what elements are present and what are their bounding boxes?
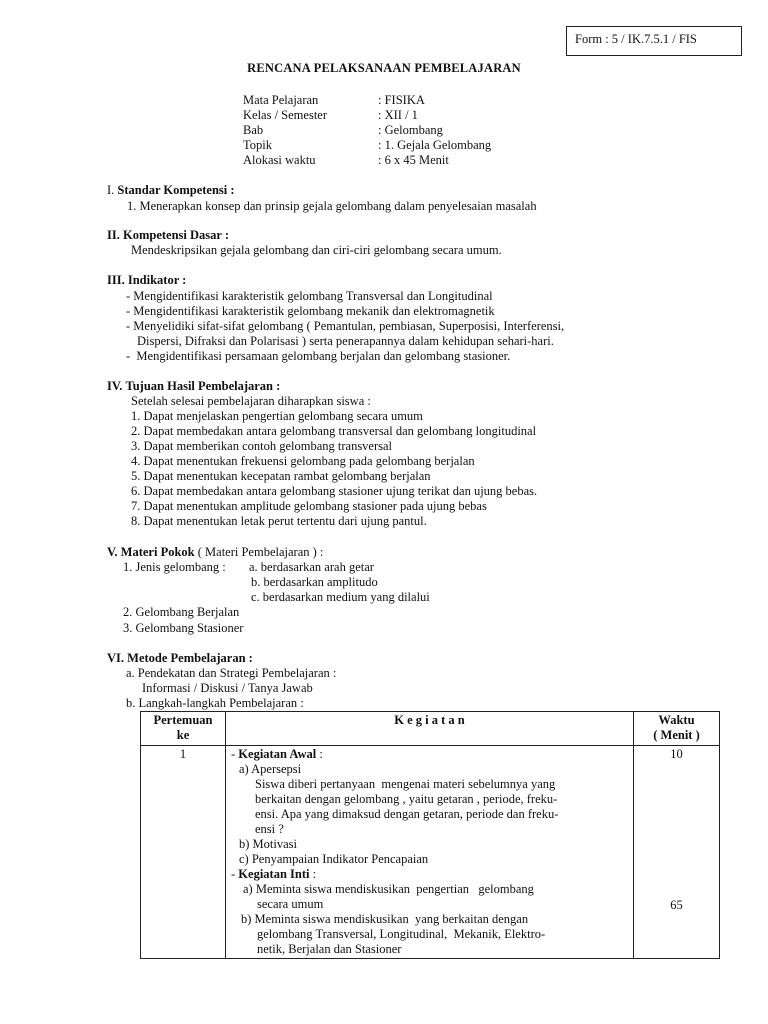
- list-item: 1. Dapat menjelaskan pengertian gelombang secara umum: [131, 409, 423, 423]
- list-item: b. Langkah-langkah Pembelajaran :: [126, 696, 304, 710]
- section-text: Mendeskripsikan gejala gelombang dan ciri-ciri gelombang secara umum.: [131, 243, 502, 257]
- activity-table: [140, 711, 720, 959]
- activity-line: gelombang Transversal, Longitudinal, Mekanik, Elektro-: [257, 927, 546, 941]
- time-inti: 65: [670, 898, 683, 912]
- section-heading: [107, 651, 253, 666]
- header-text: ke: [176, 728, 190, 742]
- list-item: - Mengidentifikasi persamaan gelombang berjalan dan gelombang stasioner.: [126, 349, 511, 363]
- list-item: - Mengidentifikasi karakteristik gelombang mekanik dan elektromagnetik: [126, 304, 495, 318]
- section-number: V.: [107, 545, 118, 559]
- section-number: IV.: [107, 379, 123, 393]
- section-title-rest: ( Materi Pembelajaran ) :: [197, 545, 324, 559]
- meta-label: Kelas / Semester: [243, 108, 328, 122]
- activity-phase-title: Kegiatan Awal: [238, 747, 317, 761]
- activity-phase-title: Kegiatan Inti: [238, 867, 310, 881]
- activity-line: [231, 747, 629, 762]
- activity-line: a) Meminta siswa mendiskusikan pengertian gelombang: [243, 882, 534, 896]
- list-item: 5. Dapat menentukan kecepatan rambat gelombang berjalan: [131, 469, 431, 483]
- section-title: Indikator :: [127, 273, 187, 287]
- list-item: 1. Jenis gelombang :: [123, 560, 226, 574]
- section-number: I.: [107, 183, 115, 197]
- activity-line: b) Motivasi: [239, 837, 297, 851]
- meta-label: Topik: [243, 138, 272, 152]
- header-pertemuan: [141, 712, 226, 746]
- meta-label: Alokasi waktu: [243, 153, 316, 167]
- section-title: Tujuan Hasil Pembelajaran :: [125, 379, 281, 393]
- list-item: a. Pendekatan dan Strategi Pembelajaran :: [126, 666, 337, 680]
- list-item: Dispersi, Difraksi dan Polarisasi ) serta penerapannya dalam kehidupan sehari-hari.: [137, 334, 554, 348]
- section-heading: [107, 379, 280, 394]
- activity-line: ensi ?: [255, 822, 284, 836]
- section-number: VI.: [107, 651, 125, 665]
- activity-line: secara umum: [257, 897, 324, 911]
- meta-value: : 1. Gejala Gelombang: [378, 138, 492, 152]
- meta-label: Mata Pelajaran: [243, 93, 319, 107]
- list-item: 6. Dapat membedakan antara gelombang stasioner ujung terikat dan ujung bebas.: [131, 484, 538, 498]
- meta-label: Bab: [243, 123, 264, 137]
- list-item: 3. Gelombang Stasioner: [123, 621, 244, 635]
- section-title: Standar Kompetensi :: [117, 183, 235, 197]
- sub-item: c. berdasarkan medium yang dilalui: [251, 590, 430, 604]
- activity-line: ensi. Apa yang dimaksud dengan getaran, periode dan freku-: [255, 807, 559, 821]
- form-code-box: [566, 26, 742, 56]
- page-title: RENCANA PELAKSANAAN PEMBELAJARAN: [247, 61, 521, 75]
- activity-line: c) Penyampaian Indikator Pencapaian: [239, 852, 429, 866]
- sub-item: b. berdasarkan amplitudo: [251, 575, 378, 589]
- list-item: 7. Dapat menentukan amplitude gelombang stasioner pada ujung bebas: [131, 499, 487, 513]
- section-heading: [107, 273, 186, 288]
- activity-bullet: -: [231, 867, 239, 881]
- section-heading: [107, 545, 323, 560]
- activity-cell: [226, 746, 634, 959]
- meta-value: : 6 x 45 Menit: [378, 153, 449, 167]
- section-heading: [107, 228, 229, 243]
- section-intro: Setelah selesai pembelajaran diharapkan siswa :: [131, 394, 371, 408]
- activity-phase-colon: :: [316, 747, 323, 761]
- meeting-number: [141, 746, 226, 959]
- section-title: Materi Pokok: [120, 545, 195, 559]
- section-number: III.: [107, 273, 125, 287]
- meta-value: : FISIKA: [378, 93, 425, 107]
- activity-line: b) Meminta siswa mendiskusikan yang berkaitan dengan: [241, 912, 529, 926]
- sub-item: Informasi / Diskusi / Tanya Jawab: [142, 681, 313, 695]
- list-item: - Mengidentifikasi karakteristik gelombang Transversal dan Longitudinal: [126, 289, 493, 303]
- time-cell: [634, 746, 720, 959]
- header-text: Pertemuan: [153, 713, 213, 727]
- list-item: 4. Dapat menentukan frekuensi gelombang pada gelombang berjalan: [131, 454, 475, 468]
- meta-value: : Gelombang: [378, 123, 443, 137]
- meeting-number-text: 1: [179, 747, 187, 761]
- list-item: 3. Dapat memberikan contoh gelombang transversal: [131, 439, 393, 453]
- header-waktu: [634, 712, 720, 746]
- activity-line: Siswa diberi pertanyaan mengenai materi sebelumnya yang: [255, 777, 556, 791]
- table-row: [141, 746, 720, 959]
- list-item: 2. Dapat membedakan antara gelombang transversal dan gelombang longitudinal: [131, 424, 537, 438]
- form-code: Form : 5 / IK.7.5.1 / FIS: [575, 32, 697, 46]
- section-title: Kompetensi Dasar :: [122, 228, 229, 242]
- list-item: 1. Menerapkan konsep dan prinsip gejala gelombang dalam penyelesaian masalah: [127, 199, 537, 213]
- activity-line: netik, Berjalan dan Stasioner: [257, 942, 402, 956]
- list-item: 8. Dapat menentukan letak perut tertentu dari ujung pantul.: [131, 514, 427, 528]
- header-text: Waktu: [658, 713, 695, 727]
- section-number: II.: [107, 228, 120, 242]
- activity-line: berkaitan dengan gelombang , yaitu getaran , periode, freku-: [255, 792, 558, 806]
- list-item: 2. Gelombang Berjalan: [123, 605, 240, 619]
- activity-line: a) Apersepsi: [239, 762, 302, 776]
- activity-phase-colon: :: [309, 867, 317, 881]
- header-kegiatan: [226, 712, 634, 746]
- time-awal: 10: [670, 747, 683, 761]
- section-title: Metode Pembelajaran :: [127, 651, 253, 665]
- section-heading: [107, 183, 235, 198]
- activity-line: [231, 867, 629, 882]
- sub-item: a. berdasarkan arah getar: [249, 560, 374, 574]
- header-text: K e g i a t a n: [394, 713, 465, 727]
- table-header-row: [141, 712, 720, 746]
- list-item: - Menyelidiki sifat-sifat gelombang ( Pemantulan, pembiasan, Superposisi, Interferensi,: [126, 319, 565, 333]
- activity-bullet: -: [231, 747, 239, 761]
- header-text: ( Menit ): [653, 728, 700, 742]
- meta-value: : XII / 1: [378, 108, 418, 122]
